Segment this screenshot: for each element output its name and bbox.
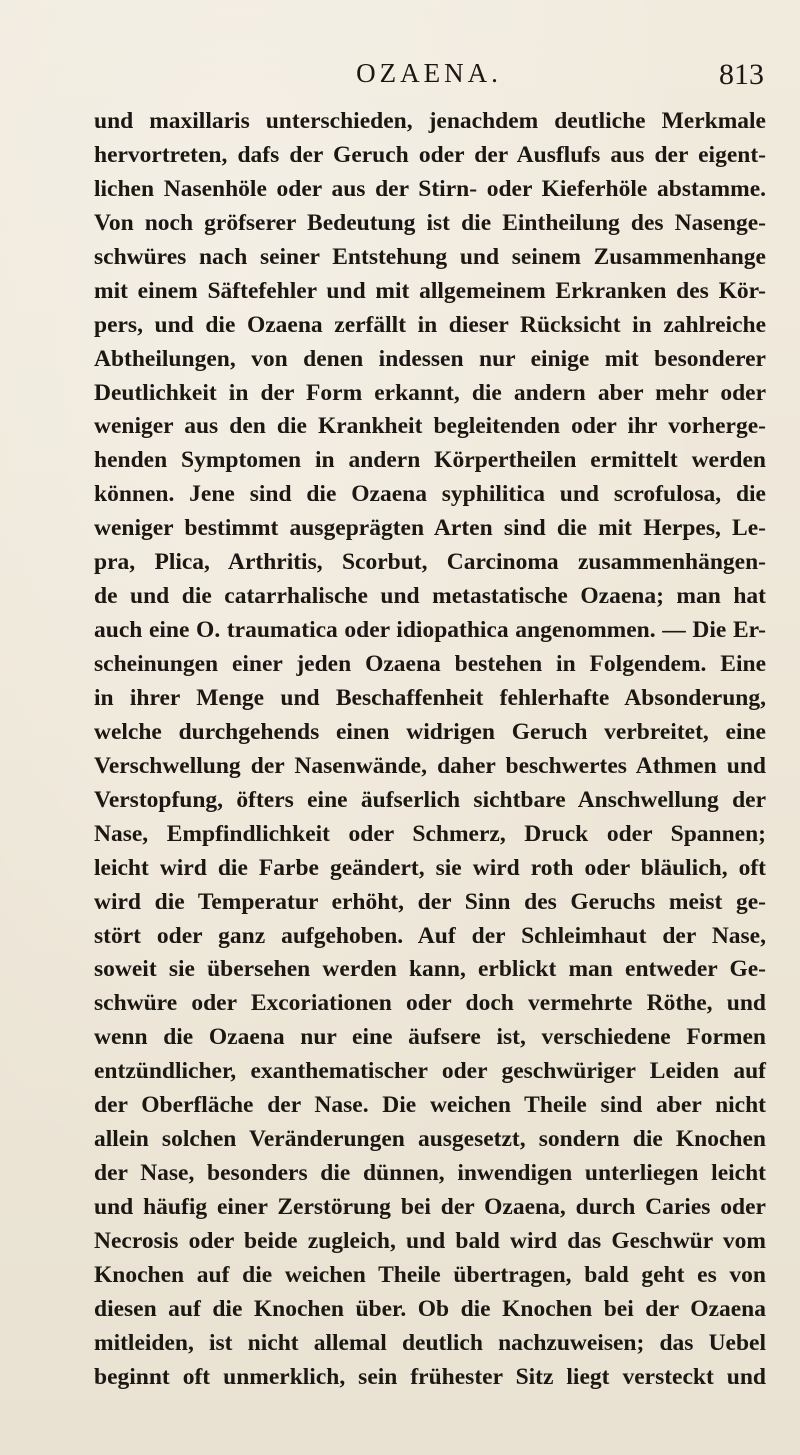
- text-line: allein solchen Veränderungen ausgesetzt, sondern die Knochen: [94, 1126, 766, 1153]
- text-line: entzündlicher, exanthematischer oder geschwüriger Leiden auf: [94, 1058, 766, 1085]
- text-line: beginnt oft unmerklich, sein frühester Sitz liegt versteckt und: [94, 1363, 766, 1390]
- text-line: hervortreten, dafs der Geruch oder der Ausflufs aus der eigent-: [94, 141, 766, 168]
- text-line: wird die Temperatur erhöht, der Sinn des Geruchs meist ge-: [94, 888, 766, 915]
- text-line: der Oberfläche der Nase. Die weichen Theile sind aber nicht: [94, 1092, 766, 1119]
- page-header: [94, 58, 764, 98]
- body-text: [94, 105, 766, 1395]
- text-line: pers, und die Ozaena zerfällt in dieser Rücksicht in zahlreiche: [94, 311, 766, 338]
- text-line: wenn die Ozaena nur eine äufsere ist, verschiedene Formen: [94, 1024, 766, 1051]
- text-line: und häufig einer Zerstörung bei der Ozaena, durch Caries oder: [94, 1194, 766, 1220]
- text-line: soweit sie übersehen werden kann, erblickt man entweder Ge-: [94, 956, 766, 983]
- text-line: Von noch gröfserer Bedeutung ist die Eintheilung des Nasenge-: [94, 209, 766, 236]
- text-line: mitleiden, ist nicht allemal deutlich nachzuweisen; das Uebel: [94, 1329, 766, 1356]
- text-line: Deutlichkeit in der Form erkannt, die andern aber mehr oder: [94, 379, 766, 406]
- text-line: leicht wird die Farbe geändert, sie wird roth oder bläulich, oft: [94, 854, 766, 881]
- text-line: mit einem Säftefehler und mit allgemeinem Erkranken des Kör-: [94, 277, 766, 304]
- text-line: pra, Plica, Arthritis, Scorbut, Carcinoma zusammenhängen-: [94, 549, 766, 576]
- text-line: auch eine O. traumatica oder idiopathica angenommen. — Die Er-: [94, 617, 766, 644]
- text-line: lichen Nasenhöle oder aus der Stirn- oder Kieferhöle abstamme.: [94, 175, 766, 202]
- text-line: diesen auf die Knochen über. Ob die Knochen bei der Ozaena: [94, 1295, 766, 1322]
- running-title: OZAENA.: [356, 58, 502, 88]
- page-number: 813: [719, 58, 764, 91]
- text-line: Verschwellung der Nasenwände, daher beschwertes Athmen und: [94, 752, 766, 779]
- text-line: Verstopfung, öfters eine äufserlich sichtbare Anschwellung der: [94, 786, 766, 813]
- text-line: Nase, Empfindlichkeit oder Schmerz, Druck oder Spannen;: [94, 820, 766, 847]
- text-line: Abtheilungen, von denen indessen nur einige mit besonderer: [94, 345, 766, 372]
- text-line: Knochen auf die weichen Theile übertragen, bald geht es von: [94, 1261, 766, 1288]
- text-line: schwüres nach seiner Entstehung und seinem Zusammenhange: [94, 243, 766, 270]
- text-line: der Nase, besonders die dünnen, inwendigen unterliegen leicht: [94, 1160, 766, 1187]
- text-line: weniger aus den die Krankheit begleitenden oder ihr vorherge-: [94, 413, 766, 440]
- text-line: in ihrer Menge und Beschaffenheit fehlerhafte Absonderung,: [94, 684, 766, 711]
- text-line: weniger bestimmt ausgeprägten Arten sind die mit Herpes, Le-: [94, 515, 766, 542]
- text-line: können. Jene sind die Ozaena syphilitica und scrofulosa, die: [94, 481, 766, 508]
- text-line: Necrosis oder beide zugleich, und bald wird das Geschwür vom: [94, 1227, 766, 1254]
- text-line: henden Symptomen in andern Körpertheilen ermittelt werden: [94, 447, 766, 474]
- text-line: scheinungen einer jeden Ozaena bestehen in Folgendem. Eine: [94, 651, 766, 677]
- text-line: welche durchgehends einen widrigen Geruch verbreitet, eine: [94, 718, 766, 745]
- text-line: schwüre oder Excoriationen oder doch vermehrte Röthe, und: [94, 990, 766, 1017]
- text-line: de und die catarrhalische und metastatische Ozaena; man hat: [94, 583, 766, 610]
- text-line: stört oder ganz aufgehoben. Auf der Schleimhaut der Nase,: [94, 922, 766, 949]
- text-line: und maxillaris unterschieden, jenachdem deutliche Merkmale: [94, 108, 766, 134]
